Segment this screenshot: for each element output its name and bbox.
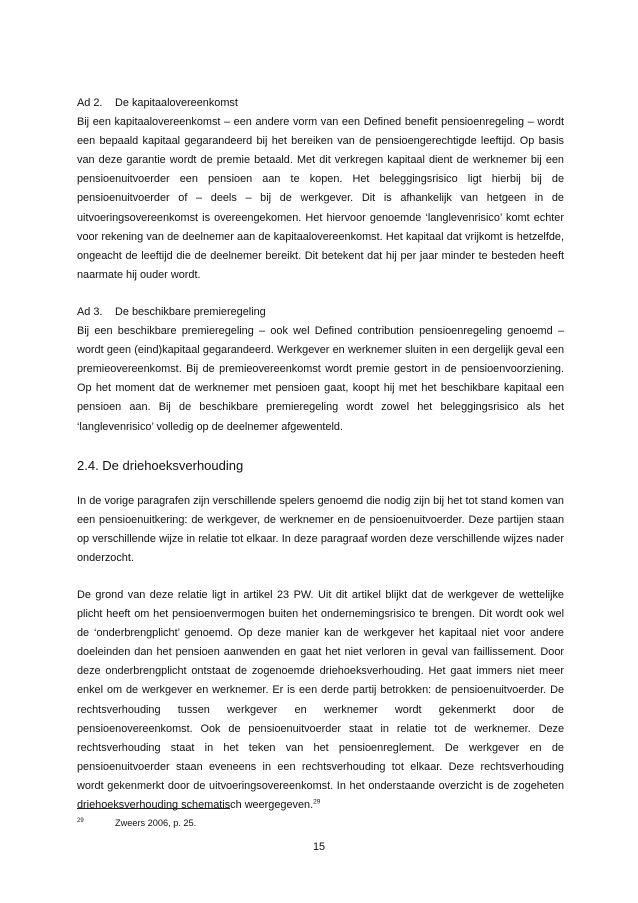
paragraph-line: deze onderbrengplicht ontstaat de zogenoemde driehoeksverhouding. Het gaat immers niet meer (77, 665, 564, 678)
paragraph-line: premieovereenkomst. Bij de premieovereenkomst wordt premie gestort in de pensioenvoorziening. (77, 363, 564, 376)
paragraph-line-text: driehoeksverhouding schematisch weergegeven. (77, 799, 314, 811)
page-number: 15 (312, 841, 326, 853)
ad3-heading (77, 303, 564, 322)
paragraph-line: rechtsverhouding staat in het teken van het pensioenreglement. De werkgever en de (77, 741, 564, 754)
paragraph-line: ongeacht de leeftijd die de deelnemer bereikt. Dit betekent dat hij per jaar minder te besteden heeft (77, 249, 564, 262)
footnote: 29 Zweers 2006, p. 25. (77, 817, 197, 828)
paragraph-line: wordt gekenmerkt door de uitvoeringsovereenkomst. In het onderstaande overzicht is de zogeheten (77, 779, 564, 792)
paragraph-line: plicht heeft om het pensioenvermogen buiten het ondernemingsrisico te brengen. Dit wordt ook wel (77, 608, 564, 621)
footnote-separator (77, 808, 230, 809)
footnote-text: Zweers 2006, p. 25. (115, 818, 197, 828)
paragraph-line: op verschillende wijze in relatie tot elkaar. In deze paragraaf worden deze verschillende wijzes nader (77, 532, 564, 545)
paragraph-relation (77, 586, 564, 815)
page-body (77, 94, 564, 815)
paragraph-line: Op het moment dat de werknemer met pensioen gaat, koopt hij met het beschikbare kapitaal een (77, 382, 564, 395)
ad2-heading (77, 94, 564, 113)
ad3-title: De beschikbare premieregeling (115, 305, 266, 318)
paragraph-line: uitvoeringsovereenkomst is overeengekomen. Het hiervoor genoemde ‘langlevenrisico’ komt echter (77, 211, 564, 224)
footnote-reference[interactable]: 29 (313, 798, 321, 806)
ad2-title: De kapitaalovereenkomst (115, 97, 238, 109)
paragraph-line: pensioen aan. Bij de beschikbare premieregeling wordt zowel het beleggingsrisico als het (77, 401, 564, 414)
paragraph-line: De grond van deze relatie ligt in artikel 23 PW. Uit dit artikel blijkt dat de werkgever de wettelijke (77, 588, 564, 601)
ad3-block (77, 303, 564, 437)
paragraph-line: van deze garantie wordt de premie betaald. Met dit verkregen kapitaal dient de werknemer bij een (77, 154, 564, 167)
paragraph-line: doeleinden dan het pensioen aanwenden en gaat het niet verloren in geval van faillissement. Door (77, 646, 564, 659)
ad2-block (77, 94, 564, 285)
paragraph-line: Bij een kapitaalovereenkomst – een andere vorm van een Defined benefit pensioenregeling – wordt (77, 116, 564, 129)
paragraph-line: naarmate hij ouder wordt. (77, 268, 201, 281)
paragraph-line: Bij een beschikbare premieregeling – ook wel Defined contribution pensioenregeling genoemd – (77, 325, 564, 338)
paragraph-line: voor rekening van de deelnemer aan de kapitaalovereenkomst. Het kapitaal dat vrijkomt is hetzelfde, (77, 230, 564, 243)
paragraph-line: pensioenovereenkomst. Ook de pensioenuitvoerder staat in relatie tot de werknemer. Deze (77, 722, 564, 735)
paragraph-line: wordt geen (eind)kapitaal gegarandeerd. Werkgever en werknemer sluiten in een dergelijk geval een (77, 344, 564, 357)
paragraph-line: onderzocht. (77, 551, 134, 564)
paragraph-line: een bepaald kapitaal gegarandeerd bij het bereiken van de pensioengerechtigde leeftijd. Op basis (77, 135, 564, 148)
paragraph-line: pensioenuitvoerder staan eveneens in een rechtsverhouding tot elkaar. Deze rechtsverhouding (77, 760, 564, 773)
paragraph-line: de ‘onderbrengplicht’ genoemd. Op deze manier kan de werkgever het kapitaal niet voor andere (77, 627, 564, 640)
paragraph-line (77, 796, 564, 815)
paragraph-line: In de vorige paragrafen zijn verschillende spelers genoemd die nodig zijn bij het tot stand komen van (77, 494, 564, 507)
paragraph-intro (77, 492, 564, 568)
ad2-number: Ad 2. (77, 97, 103, 109)
paragraph-line: een pensioenuitkering: de werkgever, de werknemer en de pensioenuitvoerder. Deze partijen staan (77, 513, 564, 526)
paragraph-line: enkel om de werkgever en werknemer. Er is een derde partij betrokken: de pensioenuitvoerder. De (77, 684, 564, 697)
paragraph-line: ‘langlevenrisico’ volledig op de deelnemer afgewenteld. (77, 420, 343, 433)
paragraph-line: pensioenuitvoerder een pensioen aan te kopen. Het beleggingsrisico ligt hierbij bij de (77, 173, 564, 186)
paragraph-line: rechtsverhouding tussen werkgever en werknemer wordt gekenmerkt door de (77, 703, 564, 716)
ad3-number: Ad 3. (77, 305, 103, 318)
paragraph-line: pensioenuitvoerder of – deels – bij de werkgever. Dit is afhankelijk van hetgeen in de (77, 192, 564, 205)
section-title: 2.4. De driehoeksverhouding (77, 457, 244, 473)
